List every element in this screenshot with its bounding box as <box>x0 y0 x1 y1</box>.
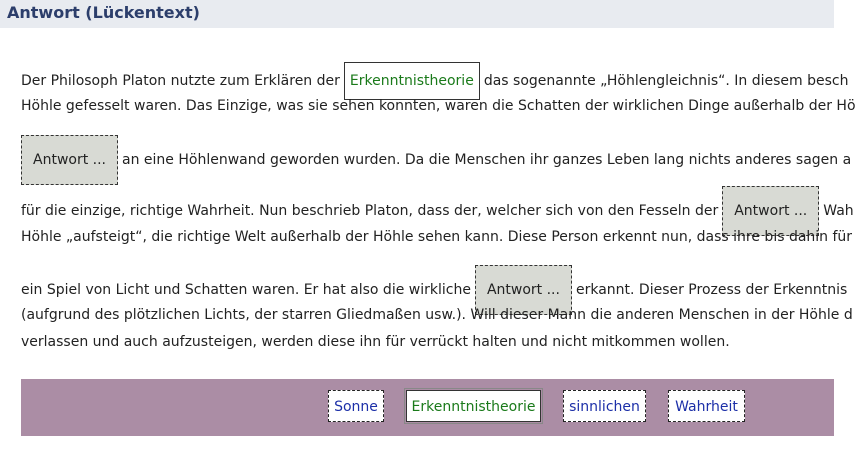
text-segment: für die einzige, richtige Wahrheit. Nun beschrieb Platon, dass der, welcher sich von den Fesseln der <box>21 203 719 219</box>
answer-chip-wahrheit[interactable]: Wahrheit <box>668 390 745 422</box>
answer-bank <box>21 379 834 436</box>
panel-header <box>0 0 834 28</box>
panel-title: Antwort (Lückentext) <box>7 3 200 22</box>
text-segment: ein Spiel von Licht und Schatten waren. Er hat also die wirkliche <box>21 282 471 298</box>
answer-chip-erkenntnistheorie[interactable]: Erkenntnistheorie <box>406 390 541 422</box>
cloze-text <box>0 28 856 378</box>
text-segment: Wah <box>823 203 854 219</box>
text-segment: erkannt. Dieser Prozess der Erkenntnis <box>575 282 848 298</box>
gap-4-empty[interactable]: Antwort ... <box>475 265 572 315</box>
text-line-2: Höhle gefesselt waren. Das Einzige, was sie sehen konnten, waren die Schatten der wirklichen Dinge außerhalb der Hö <box>21 98 856 114</box>
text-line-7: (aufgrund des plötzlichen Lichts, der starren Gliedmaßen usw.). Will dieser Mann die anderen Menschen in der Höhle d <box>21 307 853 323</box>
text-line-8: verlassen und auch aufzusteigen, werden diese ihn für verrückt halten und nicht mitkommen wollen. <box>21 334 730 350</box>
text-line-5: Höhle „aufsteigt“, die richtige Welt außerhalb der Höhle sehen kann. Diese Person erkennt nun, dass ihre bis dahin für <box>21 229 853 245</box>
text-segment: Der Philosoph Platon nutzte zum Erklären der <box>21 73 340 89</box>
gap-2-empty[interactable]: Antwort ... <box>21 135 118 185</box>
gap-3-empty[interactable]: Antwort ... <box>722 186 819 236</box>
text-line-1 <box>21 62 849 100</box>
answer-chip-sonne[interactable]: Sonne <box>328 390 384 422</box>
answer-chip-sinnlichen[interactable]: sinnlichen <box>563 390 646 422</box>
text-line-3 <box>21 135 851 185</box>
text-segment: das sogenannte „Höhlengleichnis“. In diesem besch <box>483 73 849 89</box>
gap-1-filled[interactable]: Erkenntnistheorie <box>344 62 480 100</box>
text-segment: an eine Höhlenwand geworden wurden. Da die Menschen ihr ganzes Leben lang nichts anderes sagen a <box>122 152 852 168</box>
